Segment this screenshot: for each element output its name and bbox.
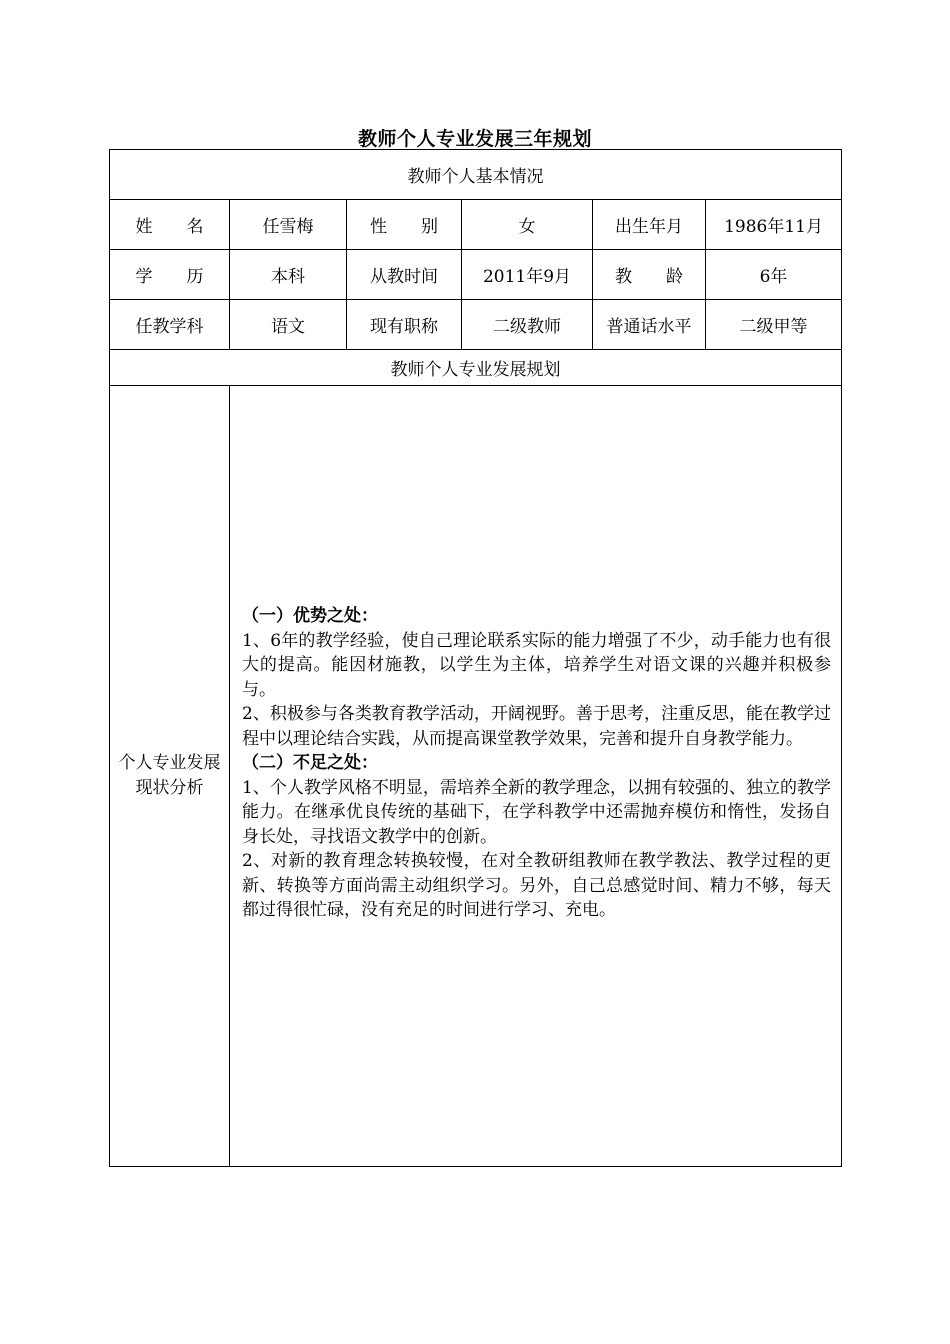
weakness-item: 1、个人教学风格不明显，需培养全新的教学理念，以拥有较强的、独立的教学能力。在继承优良传统的基础下，在学科教学中还需抛弃模仿和惰性，发扬自身长处，寻找语文教学中的创新。 [242,777,832,847]
name-label: 姓 名 [110,200,230,250]
plan-table [109,149,842,1167]
table-row [110,300,842,350]
status-analysis-label: 个人专业发展现状分析 [110,386,230,1167]
page-title: 教师个人专业发展三年规划 [357,128,592,150]
teaching-start-label: 从教时间 [347,250,462,300]
gender-label: 性 别 [347,200,462,250]
birth-label: 出生年月 [593,200,706,250]
education-label: 学 历 [110,250,230,300]
birth-value: 1986年11月 [706,200,842,250]
subject-label: 任教学科 [110,300,230,350]
teaching-years-label: 教 龄 [593,250,706,300]
section-basic-heading: 教师个人基本情况 [110,150,842,200]
strength-item: 2、积极参与各类教育教学活动，开阔视野。善于思考，注重反思，能在教学过程中以理论结合实践，从而提高课堂教学效果，完善和提升自身教学能力。 [242,704,832,749]
title-label: 现有职称 [347,300,462,350]
section-plan-heading: 教师个人专业发展规划 [110,350,842,386]
gender-value: 女 [462,200,593,250]
strengths-heading: （一）优势之处： [242,606,378,626]
education-value: 本科 [230,250,347,300]
strength-item: 1、6年的教学经验，使自己理论联系实际的能力增强了不少，动手能力也有很大的提高。能因材施教，以学生为主体，培养学生对语文课的兴趣并积极参与。 [242,630,832,700]
teaching-years-value: 6年 [706,250,842,300]
status-analysis-row [110,386,842,1167]
weakness-item: 2、对新的教育理念转换较慢，在对全教研组教师在教学教法、教学过程的更新、转换等方面尚需主动组织学习。另外，自己总感觉时间、精力不够，每天都过得很忙碌，没有充足的时间进行学习、充电。 [242,851,832,920]
name-value: 任雪梅 [230,200,347,250]
status-analysis-content [230,386,842,1167]
weaknesses-heading: （二）不足之处： [242,753,378,773]
subject-value: 语文 [230,300,347,350]
table-row [110,200,842,250]
teaching-start-value: 2011年9月 [462,250,593,300]
mandarin-label: 普通话水平 [593,300,706,350]
mandarin-value: 二级甲等 [706,300,842,350]
table-row [110,250,842,300]
title-value: 二级教师 [462,300,593,350]
